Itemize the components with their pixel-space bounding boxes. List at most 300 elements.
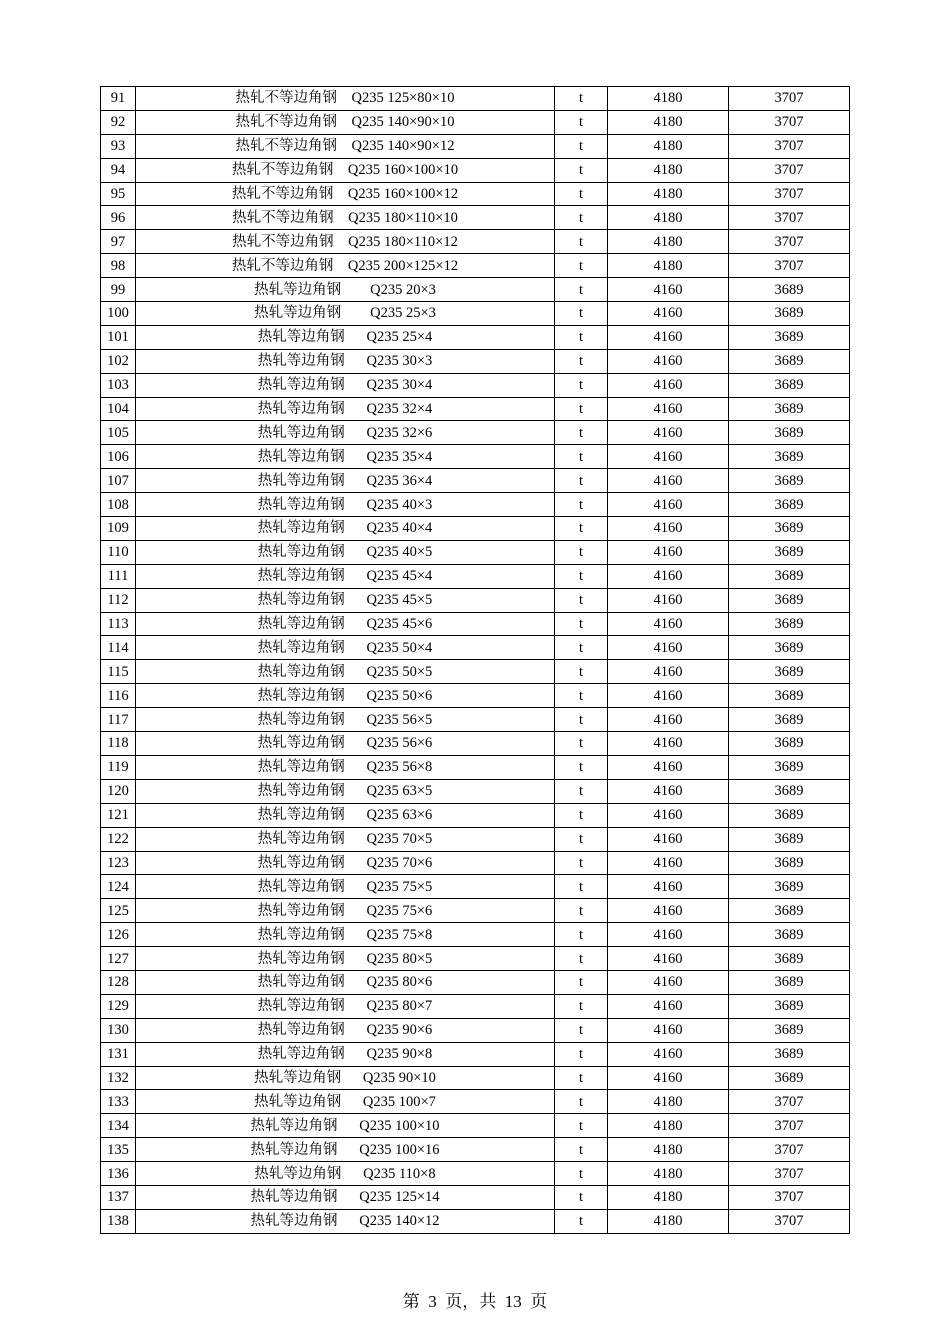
price-cell-2: 3689	[729, 994, 850, 1018]
table-row	[101, 875, 850, 899]
unit-cell: t	[555, 1018, 608, 1042]
price-cell-2: 3707	[729, 230, 850, 254]
item-name-text: 热轧等边角钢 Q235 100×10	[250, 1117, 440, 1134]
item-name-text: 热轧等边角钢 Q235 45×4	[257, 568, 433, 585]
price-cell-1: 4160	[608, 875, 729, 899]
item-name-text: 热轧等边角钢 Q235 80×5	[257, 950, 433, 967]
table-row	[101, 923, 850, 947]
table-row	[101, 469, 850, 493]
price-cell-2: 3689	[729, 564, 850, 588]
unit-cell: t	[555, 540, 608, 564]
item-name-text: 热轧不等边角钢 Q235 140×90×10	[235, 114, 455, 131]
unit-cell: t	[555, 827, 608, 851]
item-name-cell	[136, 851, 555, 875]
unit-cell: t	[555, 1209, 608, 1233]
table-row	[101, 517, 850, 541]
unit-cell: t	[555, 994, 608, 1018]
price-cell-2: 3689	[729, 875, 850, 899]
price-cell-1: 4160	[608, 755, 729, 779]
row-number-cell: 105	[101, 421, 136, 445]
item-name-cell	[136, 755, 555, 779]
row-number-cell: 106	[101, 445, 136, 469]
row-number-cell: 133	[101, 1090, 136, 1114]
row-number-cell: 129	[101, 994, 136, 1018]
item-name-text: 热轧等边角钢 Q235 25×4	[257, 329, 433, 346]
item-name-text: 热轧等边角钢 Q235 63×6	[257, 807, 433, 824]
price-cell-2: 3689	[729, 923, 850, 947]
unit-cell: t	[555, 1090, 608, 1114]
item-name-cell	[136, 540, 555, 564]
unit-cell: t	[555, 517, 608, 541]
table-row	[101, 684, 850, 708]
item-name-text: 热轧等边角钢 Q235 75×6	[257, 902, 433, 919]
unit-cell: t	[555, 803, 608, 827]
unit-cell: t	[555, 110, 608, 134]
price-cell-2: 3707	[729, 206, 850, 230]
price-cell-2: 3707	[729, 110, 850, 134]
item-name-text: 热轧不等边角钢 Q235 180×110×10	[232, 209, 458, 226]
row-number-cell: 102	[101, 349, 136, 373]
page-footer: 第 3 页，共 13 页	[402, 1292, 548, 1311]
price-cell-2: 3707	[729, 1138, 850, 1162]
price-cell-2: 3689	[729, 325, 850, 349]
item-name-text: 热轧等边角钢 Q235 56×6	[257, 735, 433, 752]
price-cell-1: 4160	[608, 373, 729, 397]
unit-cell: t	[555, 1138, 608, 1162]
item-name-cell	[136, 349, 555, 373]
table-row	[101, 899, 850, 923]
price-cell-1: 4160	[608, 947, 729, 971]
row-number-cell: 96	[101, 206, 136, 230]
row-number-cell: 92	[101, 110, 136, 134]
item-name-text: 热轧等边角钢 Q235 20×3	[254, 281, 436, 298]
item-name-text: 热轧等边角钢 Q235 56×8	[257, 759, 433, 776]
price-cell-1: 4160	[608, 923, 729, 947]
price-cell-2: 3689	[729, 278, 850, 302]
row-number-cell: 115	[101, 660, 136, 684]
price-cell-2: 3707	[729, 158, 850, 182]
table-row	[101, 373, 850, 397]
price-cell-2: 3689	[729, 493, 850, 517]
item-name-text: 热轧等边角钢 Q235 63×5	[257, 783, 433, 800]
item-name-cell	[136, 445, 555, 469]
price-cell-2: 3707	[729, 1162, 850, 1186]
table-row	[101, 87, 850, 111]
item-name-cell	[136, 612, 555, 636]
price-cell-1: 4180	[608, 1209, 729, 1233]
table-body	[101, 87, 850, 1234]
item-name-text: 热轧等边角钢 Q235 100×16	[250, 1141, 440, 1158]
item-name-cell	[136, 110, 555, 134]
unit-cell: t	[555, 445, 608, 469]
price-cell-1: 4160	[608, 1042, 729, 1066]
item-name-cell	[136, 397, 555, 421]
item-name-cell	[136, 708, 555, 732]
item-name-cell	[136, 1162, 555, 1186]
item-name-text: 热轧等边角钢 Q235 30×3	[257, 353, 433, 370]
unit-cell: t	[555, 755, 608, 779]
item-name-cell	[136, 1185, 555, 1209]
price-cell-1: 4160	[608, 517, 729, 541]
price-cell-2: 3689	[729, 612, 850, 636]
table-row	[101, 206, 850, 230]
price-cell-2: 3689	[729, 1042, 850, 1066]
row-number-cell: 120	[101, 779, 136, 803]
row-number-cell: 136	[101, 1162, 136, 1186]
item-name-text: 热轧等边角钢 Q235 36×4	[257, 472, 433, 489]
table-row	[101, 397, 850, 421]
item-name-text: 热轧等边角钢 Q235 40×5	[257, 544, 433, 561]
row-number-cell: 93	[101, 134, 136, 158]
unit-cell: t	[555, 779, 608, 803]
item-name-cell	[136, 134, 555, 158]
price-cell-1: 4180	[608, 134, 729, 158]
item-name-cell	[136, 684, 555, 708]
price-cell-1: 4180	[608, 206, 729, 230]
unit-cell: t	[555, 588, 608, 612]
unit-cell: t	[555, 421, 608, 445]
row-number-cell: 103	[101, 373, 136, 397]
table-row	[101, 1042, 850, 1066]
price-cell-2: 3689	[729, 517, 850, 541]
unit-cell: t	[555, 469, 608, 493]
price-cell-1: 4160	[608, 827, 729, 851]
unit-cell: t	[555, 851, 608, 875]
price-cell-1: 4160	[608, 994, 729, 1018]
item-name-text: 热轧不等边角钢 Q235 140×90×12	[235, 138, 455, 155]
price-cell-1: 4160	[608, 612, 729, 636]
row-number-cell: 95	[101, 182, 136, 206]
table-row	[101, 970, 850, 994]
item-name-cell	[136, 588, 555, 612]
row-number-cell: 112	[101, 588, 136, 612]
item-name-text: 热轧等边角钢 Q235 125×14	[250, 1189, 440, 1206]
unit-cell: t	[555, 158, 608, 182]
item-name-text: 热轧等边角钢 Q235 70×5	[257, 831, 433, 848]
price-cell-2: 3689	[729, 445, 850, 469]
table-row	[101, 1138, 850, 1162]
unit-cell: t	[555, 87, 608, 111]
table-row	[101, 1162, 850, 1186]
unit-cell: t	[555, 899, 608, 923]
unit-cell: t	[555, 349, 608, 373]
item-name-text: 热轧等边角钢 Q235 40×3	[257, 496, 433, 513]
table-row	[101, 158, 850, 182]
item-name-cell	[136, 875, 555, 899]
table-row	[101, 302, 850, 326]
unit-cell: t	[555, 684, 608, 708]
item-name-cell	[136, 493, 555, 517]
price-cell-1: 4160	[608, 564, 729, 588]
unit-cell: t	[555, 254, 608, 278]
item-name-text: 热轧等边角钢 Q235 45×5	[257, 592, 433, 609]
row-number-cell: 113	[101, 612, 136, 636]
table-row	[101, 612, 850, 636]
table-row	[101, 110, 850, 134]
row-number-cell: 123	[101, 851, 136, 875]
item-name-text: 热轧等边角钢 Q235 56×5	[257, 711, 433, 728]
table-row	[101, 827, 850, 851]
table-row	[101, 134, 850, 158]
price-cell-1: 4160	[608, 899, 729, 923]
table-row	[101, 421, 850, 445]
item-name-cell	[136, 660, 555, 684]
row-number-cell: 118	[101, 732, 136, 756]
price-cell-2: 3689	[729, 421, 850, 445]
price-cell-1: 4160	[608, 325, 729, 349]
price-cell-1: 4160	[608, 445, 729, 469]
item-name-cell	[136, 803, 555, 827]
table-row	[101, 660, 850, 684]
table-row	[101, 779, 850, 803]
unit-cell: t	[555, 302, 608, 326]
row-number-cell: 119	[101, 755, 136, 779]
row-number-cell: 98	[101, 254, 136, 278]
item-name-text: 热轧等边角钢 Q235 32×6	[257, 424, 433, 441]
table-row	[101, 588, 850, 612]
price-cell-2: 3689	[729, 397, 850, 421]
unit-cell: t	[555, 278, 608, 302]
table-row	[101, 182, 850, 206]
price-cell-1: 4180	[608, 230, 729, 254]
item-name-cell	[136, 779, 555, 803]
price-cell-1: 4160	[608, 588, 729, 612]
table-row	[101, 708, 850, 732]
price-cell-1: 4160	[608, 493, 729, 517]
unit-cell: t	[555, 660, 608, 684]
item-name-text: 热轧不等边角钢 Q235 160×100×10	[231, 162, 459, 179]
price-cell-1: 4160	[608, 1018, 729, 1042]
price-cell-2: 3689	[729, 803, 850, 827]
price-cell-1: 4160	[608, 684, 729, 708]
item-name-text: 热轧等边角钢 Q235 50×5	[257, 663, 433, 680]
price-cell-2: 3707	[729, 254, 850, 278]
price-cell-2: 3689	[729, 684, 850, 708]
unit-cell: t	[555, 230, 608, 254]
table-row	[101, 493, 850, 517]
row-number-cell: 124	[101, 875, 136, 899]
table-row	[101, 994, 850, 1018]
price-cell-1: 4160	[608, 636, 729, 660]
row-number-cell: 137	[101, 1185, 136, 1209]
item-name-text: 热轧不等边角钢 Q235 125×80×10	[235, 90, 455, 107]
unit-cell: t	[555, 1185, 608, 1209]
item-name-text: 热轧等边角钢 Q235 90×6	[257, 1022, 433, 1039]
price-cell-2: 3689	[729, 636, 850, 660]
unit-cell: t	[555, 612, 608, 636]
unit-cell: t	[555, 732, 608, 756]
item-name-text: 热轧等边角钢 Q235 25×3	[254, 305, 436, 322]
table-row	[101, 803, 850, 827]
price-cell-1: 4160	[608, 349, 729, 373]
row-number-cell: 94	[101, 158, 136, 182]
item-name-text: 热轧等边角钢 Q235 110×8	[254, 1165, 436, 1182]
row-number-cell: 111	[101, 564, 136, 588]
item-name-text: 热轧等边角钢 Q235 50×6	[257, 687, 433, 704]
item-name-cell	[136, 230, 555, 254]
price-cell-1: 4180	[608, 1162, 729, 1186]
item-name-text: 热轧不等边角钢 Q235 180×110×12	[232, 233, 458, 250]
unit-cell: t	[555, 373, 608, 397]
price-cell-1: 4160	[608, 540, 729, 564]
row-number-cell: 109	[101, 517, 136, 541]
price-cell-2: 3689	[729, 970, 850, 994]
row-number-cell: 99	[101, 278, 136, 302]
table-row	[101, 636, 850, 660]
table-row	[101, 1090, 850, 1114]
row-number-cell: 121	[101, 803, 136, 827]
item-name-text: 热轧等边角钢 Q235 32×4	[257, 401, 433, 418]
item-name-text: 热轧不等边角钢 Q235 160×100×12	[231, 186, 459, 202]
price-cell-2: 3689	[729, 732, 850, 756]
price-cell-1: 4180	[608, 182, 729, 206]
row-number-cell: 97	[101, 230, 136, 254]
unit-cell: t	[555, 636, 608, 660]
item-name-cell	[136, 827, 555, 851]
table-row	[101, 445, 850, 469]
table-row	[101, 1209, 850, 1233]
price-cell-1: 4160	[608, 421, 729, 445]
item-name-cell	[136, 899, 555, 923]
row-number-cell: 126	[101, 923, 136, 947]
price-cell-1: 4160	[608, 302, 729, 326]
table-row	[101, 230, 850, 254]
unit-cell: t	[555, 397, 608, 421]
price-cell-2: 3707	[729, 1185, 850, 1209]
unit-cell: t	[555, 493, 608, 517]
item-name-cell	[136, 517, 555, 541]
unit-cell: t	[555, 134, 608, 158]
price-cell-2: 3689	[729, 827, 850, 851]
row-number-cell: 130	[101, 1018, 136, 1042]
item-name-cell	[136, 421, 555, 445]
unit-cell: t	[555, 1042, 608, 1066]
row-number-cell: 127	[101, 947, 136, 971]
price-cell-2: 3707	[729, 182, 850, 206]
price-cell-2: 3707	[729, 87, 850, 111]
unit-cell: t	[555, 947, 608, 971]
price-cell-2: 3689	[729, 1018, 850, 1042]
price-cell-1: 4160	[608, 708, 729, 732]
item-name-text: 热轧等边角钢 Q235 75×5	[257, 878, 433, 895]
price-cell-2: 3689	[729, 660, 850, 684]
item-name-cell	[136, 1042, 555, 1066]
price-cell-2: 3707	[729, 1209, 850, 1233]
row-number-cell: 100	[101, 302, 136, 326]
item-name-cell	[136, 206, 555, 230]
row-number-cell: 134	[101, 1114, 136, 1138]
table-row	[101, 325, 850, 349]
item-name-cell	[136, 278, 555, 302]
item-name-cell	[136, 1209, 555, 1233]
item-name-text: 热轧等边角钢 Q235 30×4	[257, 377, 433, 394]
item-name-cell	[136, 1066, 555, 1090]
item-name-text: 热轧等边角钢 Q235 45×6	[257, 616, 433, 633]
table-row	[101, 278, 850, 302]
unit-cell: t	[555, 923, 608, 947]
item-name-text: 热轧不等边角钢 Q235 200×125×12	[231, 257, 459, 274]
price-cell-1: 4180	[608, 87, 729, 111]
item-name-cell	[136, 970, 555, 994]
price-cell-1: 4180	[608, 254, 729, 278]
item-name-cell	[136, 254, 555, 278]
item-name-cell	[136, 302, 555, 326]
unit-cell: t	[555, 182, 608, 206]
price-cell-1: 4160	[608, 397, 729, 421]
price-cell-2: 3707	[729, 1090, 850, 1114]
row-number-cell: 101	[101, 325, 136, 349]
row-number-cell: 107	[101, 469, 136, 493]
table-row	[101, 1114, 850, 1138]
price-cell-1: 4160	[608, 660, 729, 684]
item-name-text: 热轧等边角钢 Q235 80×6	[257, 974, 433, 991]
price-cell-2: 3689	[729, 373, 850, 397]
price-cell-2: 3689	[729, 1066, 850, 1090]
item-name-cell	[136, 636, 555, 660]
unit-cell: t	[555, 325, 608, 349]
price-cell-1: 4180	[608, 1114, 729, 1138]
price-cell-2: 3689	[729, 349, 850, 373]
table-row	[101, 732, 850, 756]
table-row	[101, 254, 850, 278]
unit-cell: t	[555, 1066, 608, 1090]
item-name-cell	[136, 182, 555, 206]
price-cell-1: 4180	[608, 158, 729, 182]
price-cell-1: 4180	[608, 1138, 729, 1162]
item-name-text: 热轧等边角钢 Q235 90×10	[254, 1069, 436, 1086]
price-cell-1: 4160	[608, 851, 729, 875]
price-cell-2: 3689	[729, 540, 850, 564]
item-name-cell	[136, 923, 555, 947]
item-name-cell	[136, 158, 555, 182]
item-name-text: 热轧等边角钢 Q235 40×4	[257, 520, 433, 537]
item-name-cell	[136, 87, 555, 111]
item-name-text: 热轧等边角钢 Q235 90×8	[257, 1046, 433, 1063]
price-cell-2: 3689	[729, 708, 850, 732]
item-name-cell	[136, 994, 555, 1018]
row-number-cell: 114	[101, 636, 136, 660]
row-number-cell: 138	[101, 1209, 136, 1233]
unit-cell: t	[555, 1114, 608, 1138]
item-name-cell	[136, 947, 555, 971]
unit-cell: t	[555, 1162, 608, 1186]
price-cell-2: 3689	[729, 302, 850, 326]
price-cell-1: 4160	[608, 779, 729, 803]
table-row	[101, 1185, 850, 1209]
price-cell-1: 4160	[608, 803, 729, 827]
unit-cell: t	[555, 875, 608, 899]
item-name-text: 热轧等边角钢 Q235 140×12	[250, 1213, 440, 1230]
price-cell-1: 4160	[608, 732, 729, 756]
item-name-text: 热轧等边角钢 Q235 70×6	[257, 854, 433, 871]
item-name-cell	[136, 564, 555, 588]
item-name-text: 热轧等边角钢 Q235 35×4	[257, 448, 433, 465]
row-number-cell: 125	[101, 899, 136, 923]
table-row	[101, 540, 850, 564]
table-row	[101, 851, 850, 875]
price-cell-2: 3689	[729, 588, 850, 612]
row-number-cell: 117	[101, 708, 136, 732]
table-row	[101, 1018, 850, 1042]
table-row	[101, 755, 850, 779]
item-name-cell	[136, 325, 555, 349]
row-number-cell: 132	[101, 1066, 136, 1090]
row-number-cell: 91	[101, 87, 136, 111]
item-name-cell	[136, 1138, 555, 1162]
price-cell-2: 3689	[729, 469, 850, 493]
row-number-cell: 108	[101, 493, 136, 517]
table-row	[101, 947, 850, 971]
